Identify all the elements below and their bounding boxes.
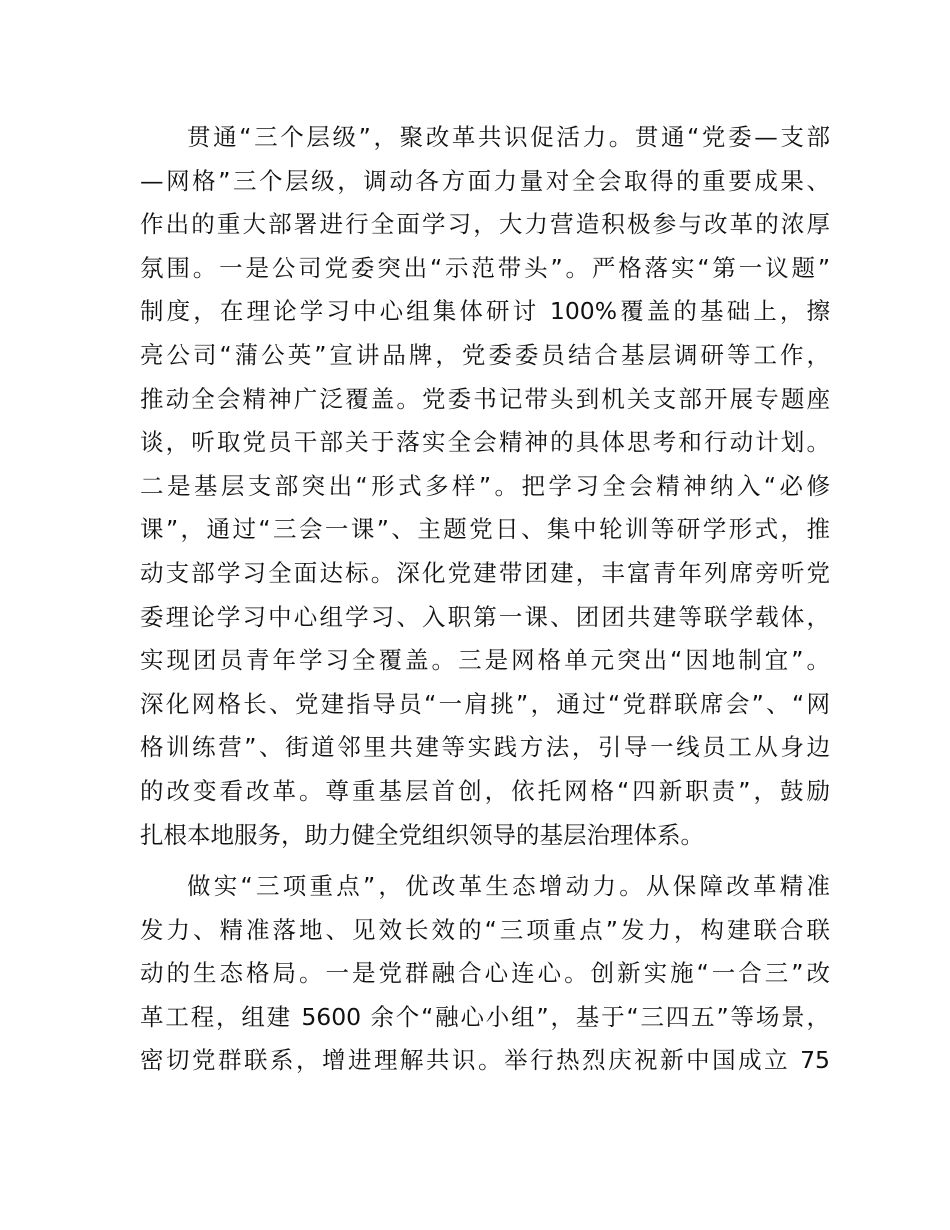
text-line: 作出的重大部署进行全面学习，大力营造积极参与改革的浓厚 (140, 210, 830, 239)
text-line: 发力、精准落地、见效长效的“三项重点”发力，构建联合联 (140, 915, 830, 944)
text-line: 深化网格长、党建指导员“一肩挑”，通过“党群联席会”、“网 (140, 689, 830, 718)
text-line: 委理论学习中心组学习、入职第一课、团团共建等联学载体， (140, 602, 830, 631)
text-line: 谈，听取党员干部关于落实全会精神的具体思考和行动计划。 (140, 428, 830, 457)
text-line: —网格”三个层级，调动各方面力量对全会取得的重要成果、 (140, 166, 830, 195)
paragraph-2 (140, 865, 830, 1083)
text-line: 革工程，组建 5600 余个“融心小组”，基于“三四五”等场景， (140, 1002, 830, 1031)
text-line: 格训练营”、街道邻里共建等实践方法，引导一线员工从身边 (140, 733, 830, 762)
text-line: 动的生态格局。一是党群融合心连心。创新实施“一合三”改 (140, 959, 830, 988)
text-line: 密切党群联系，增进理解共识。举行热烈庆祝新中国成立 75 (140, 1046, 830, 1075)
paragraph-1 (140, 116, 830, 857)
paragraph-gap (140, 857, 830, 865)
text-line: 推动全会精神广泛覆盖。党委书记带头到机关支部开展专题座 (140, 384, 830, 413)
text-line: 课”，通过“三会一课”、主题党日、集中轮训等研学形式，推 (140, 515, 830, 544)
text-line-last: 扎根本地服务，助力健全党组织领导的基层治理体系。 (140, 820, 704, 849)
text-line: 的改变看改革。尊重基层首创，依托网格“四新职责”，鼓励 (140, 776, 830, 805)
text-line: 氛围。一是公司党委突出“示范带头”。严格落实“第一议题” (140, 253, 830, 282)
text-line: 做实“三项重点”，优改革生态增动力。从保障改革精准 (187, 872, 830, 901)
text-line: 贯通“三个层级”，聚改革共识促活力。贯通“党委—支部 (187, 123, 830, 151)
document-body (140, 116, 830, 1083)
text-line: 二是基层支部突出“形式多样”。把学习全会精神纳入“必修 (140, 471, 830, 500)
text-line: 制度，在理论学习中心组集体研讨 100%覆盖的基础上，擦 (140, 297, 830, 326)
text-line: 动支部学习全面达标。深化党建带团建，丰富青年列席旁听党 (140, 558, 830, 587)
text-line: 实现团员青年学习全覆盖。三是网格单元突出“因地制宜”。 (140, 646, 830, 675)
text-line: 亮公司“蒲公英”宣讲品牌，党委委员结合基层调研等工作， (140, 340, 830, 369)
